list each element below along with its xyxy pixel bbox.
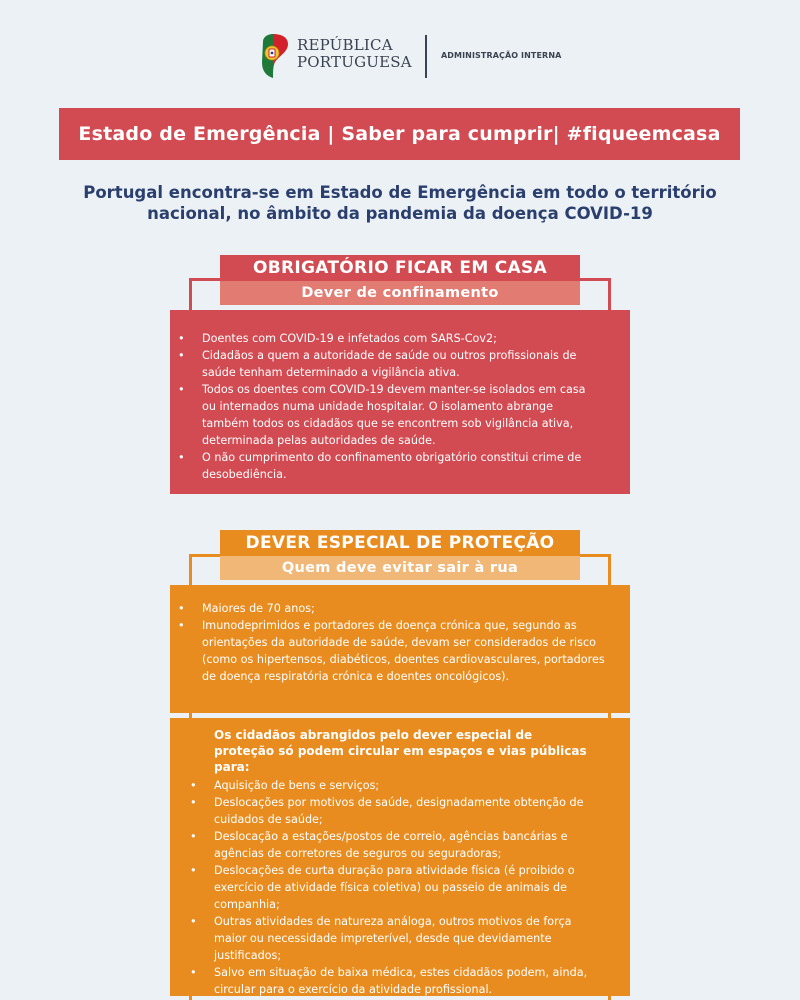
list-item: • Deslocações de curta duração para atividade física (é proibido o exercício de atividade física coletiva) ou passeio de animais de companhia; [182, 862, 600, 913]
ministry-name: ADMINISTRAÇÃO INTERNA [441, 51, 562, 60]
logo-line-2: PORTUGUESA [297, 53, 412, 71]
protection-circulation-box [170, 718, 630, 996]
frame-connector-bottom-left [189, 995, 192, 1000]
list-item: • Maiores de 70 anos; [170, 600, 630, 617]
list-item: • O não cumprimento do confinamento obrigatório constitui crime de desobediência. [170, 449, 630, 483]
list-item: • Outras atividades de natureza análoga, outros motivos de força maior ou necessidade impreterível, desde que devidamente justificados; [182, 913, 600, 964]
list-item: • Aquisição de bens e serviços; [182, 777, 600, 794]
republica-portuguesa-flag-logo-icon [259, 32, 289, 80]
at-risk-list [170, 600, 630, 685]
list-item: • Todos os doentes com COVID-19 devem manter-se isolados em casa ou internados numa unidade hospitalar. O isolamento abrange também todos os cidadãos que se encontrem sob vigilância ativa, determinada pelas autoridades de saúde. [170, 381, 630, 449]
confinement-box [170, 310, 630, 494]
protection-at-risk-box [170, 585, 630, 713]
intro-line-2: nacional, no âmbito da pandemia da doença COVID-19 [147, 204, 653, 223]
intro-line-1: Portugal encontra-se em Estado de Emergência em todo o território [83, 183, 717, 202]
list-item: • Salvo em situação de baixa médica, estes cidadãos podem, ainda, circular para o exercício da atividade profissional. [182, 964, 600, 998]
list-item: • Deslocação a estações/postos de correio, agências bancárias e agências de corretores de seguros ou seguradoras; [182, 828, 600, 862]
campaign-banner: Estado de Emergência | Saber para cumprir| #fiqueemcasa [59, 108, 740, 160]
confinement-title: OBRIGATÓRIO FICAR EM CASA [220, 255, 580, 281]
circulation-list [170, 777, 630, 998]
logo-divider [425, 35, 427, 78]
list-item: • Imunodeprimidos e portadores de doença crónica que, segundo as orientações da autoridade de saúde, devam ser considerados de risco (como os hipertensos, diabéticos, doentes cardiovasculares, portadores de doença respiratória crónica e doentes oncológicos). [170, 617, 630, 685]
intro-statement [60, 182, 740, 224]
logo-wordmark [297, 37, 412, 71]
list-item: • Deslocações por motivos de saúde, designadamente obtenção de cuidados de saúde; [182, 794, 600, 828]
list-item: • Doentes com COVID-19 e infetados com SARS-Cov2; [170, 330, 630, 347]
circulation-lead: Os cidadãos abrangidos pelo dever especial de proteção só podem circular em espaços e vias públicas para: [214, 728, 587, 774]
frame-connector-bottom-right [608, 995, 611, 1000]
confinement-subtitle: Dever de confinamento [220, 281, 580, 305]
protection-subtitle: Quem deve evitar sair à rua [220, 556, 580, 580]
confinement-list [170, 330, 630, 483]
list-item: • Cidadãos a quem a autoridade de saúde ou outros profissionais de saúde tenham determinado a vigilância ativa. [170, 347, 630, 381]
protection-title: DEVER ESPECIAL DE PROTEÇÃO [220, 530, 580, 556]
logo-line-1: REPÚBLICA [297, 36, 393, 54]
